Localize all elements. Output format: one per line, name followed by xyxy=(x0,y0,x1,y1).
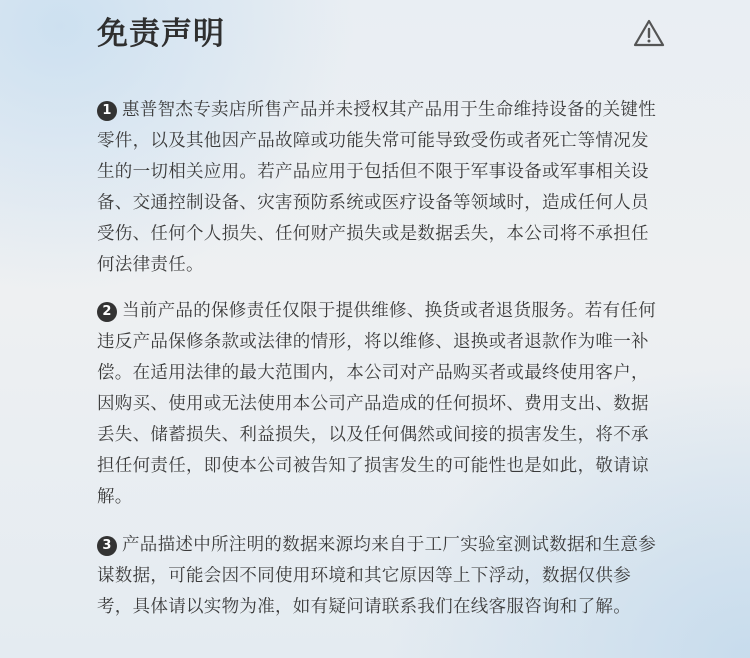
number-badge-1: 1 xyxy=(97,101,117,121)
warning-triangle-icon xyxy=(633,18,665,48)
page-title: 免责声明 xyxy=(97,16,225,52)
disclaimer-text-1: 惠普智杰专卖店所售产品并未授权其产品用于生命维持设备的关键性零件，以及其他因产品故障或功能失常可能导致受伤或者死亡等情况发生的一切相关应用。若产品应用于包括但不限于军事设备或军事相关设备、交通控制设备、灾害预防系统或医疗设备等领域时，造成任何人员受伤、任何个人损失、任何财产损失或是数据丢失，本公司将不承担任何法律责任。 xyxy=(97,100,656,275)
disclaimer-text-2: 当前产品的保修责任仅限于提供维修、换货或者退货服务。若有任何违反产品保修条款或法律的情形，将以维修、退换或者退款作为唯一补偿。在适用法律的最大范围内，本公司对产品购买者或最终使用客户，因购买、使用或无法使用本公司产品造成的任何损坏、费用支出、数据丢失、储蓄损失、利益损失，以及任何偶然或间接的损害发生，将不承担任何责任，即使本公司被告知了损害发生的可能性也是如此，敬请谅解。 xyxy=(97,301,656,507)
disclaimer-item-1 xyxy=(97,95,657,281)
disclaimer-item-2 xyxy=(97,296,657,513)
number-badge-3: 3 xyxy=(97,536,117,556)
disclaimer-item-3 xyxy=(97,530,657,623)
number-badge-2: 2 xyxy=(97,302,117,322)
disclaimer-text-3: 产品描述中所注明的数据来源均来自于工厂实验室测试数据和生意参谋数据，可能会因不同使用环境和其它原因等上下浮动，数据仅供参考，具体请以实物为准，如有疑问请联系我们在线客服咨询和了解。 xyxy=(97,535,656,617)
